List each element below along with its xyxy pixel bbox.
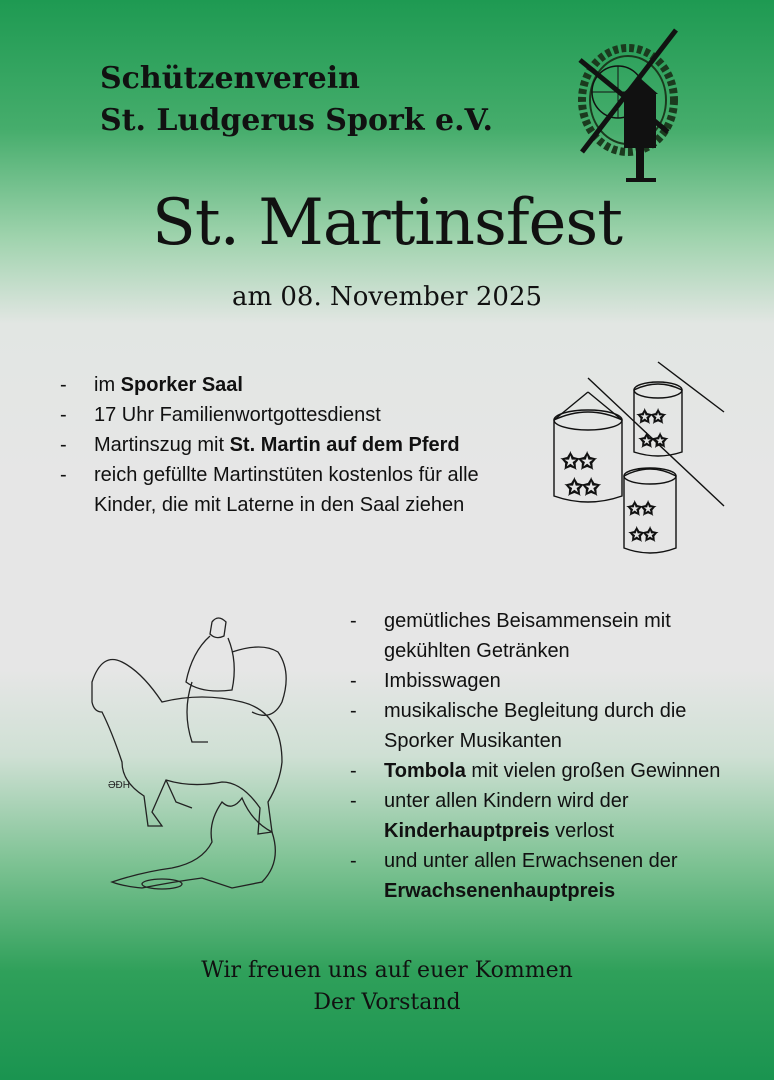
lanterns-icon <box>548 356 734 562</box>
list-item: - Martinszug mit St. Martin auf dem Pferd <box>60 434 460 456</box>
list-item: - unter allen Kindern wird der Kinderhauptpreis verlost <box>350 790 629 842</box>
svg-text:✩✩: ✩✩ <box>566 477 600 499</box>
svg-text:✩✩: ✩✩ <box>638 409 665 426</box>
list-item: - musikalische Begleitung durch die Sporker Musikanten <box>350 700 687 752</box>
program-list-2 <box>350 606 730 906</box>
event-date: am 08. November 2025 <box>231 282 543 312</box>
footer-signature: Der Vorstand <box>313 990 461 1015</box>
svg-text:✩✩: ✩✩ <box>628 501 655 518</box>
club-name <box>100 58 493 142</box>
svg-text:✩✩: ✩✩ <box>562 451 596 473</box>
list-item: - Imbisswagen <box>350 670 501 692</box>
list-item: - 17 Uhr Familienwortgottesdienst <box>60 404 381 426</box>
list-item: - reich gefüllte Martinstüten kostenlos für alle Kinder, die mit Laterne in den Saal ziehen <box>60 464 479 516</box>
list-item: - gemütliches Beisammensein mit gekühlten Getränken <box>350 610 671 662</box>
list-item: - im Sporker Saal <box>60 374 243 396</box>
footer-message: Wir freuen uns auf euer Kommen <box>201 958 573 983</box>
event-title: St. Martinsfest <box>152 186 622 260</box>
list-item: - Tombola mit vielen großen Gewinnen <box>350 760 721 782</box>
svg-text:✩✩: ✩✩ <box>640 433 667 450</box>
footer <box>0 955 774 1019</box>
windmill-wreath-icon <box>576 22 686 184</box>
svg-text:✩✩: ✩✩ <box>630 527 657 544</box>
svg-text:ƏÐH: ƏÐH <box>108 780 130 791</box>
st-martin-horse-illustration <box>82 612 304 912</box>
program-list <box>60 370 490 520</box>
list-item: - und unter allen Erwachsenen der Erwachsenenhauptpreis <box>350 850 678 902</box>
club-name-line2: St. Ludgerus Spork e.V. <box>100 103 494 138</box>
club-name-line1: Schützenverein <box>100 61 360 96</box>
